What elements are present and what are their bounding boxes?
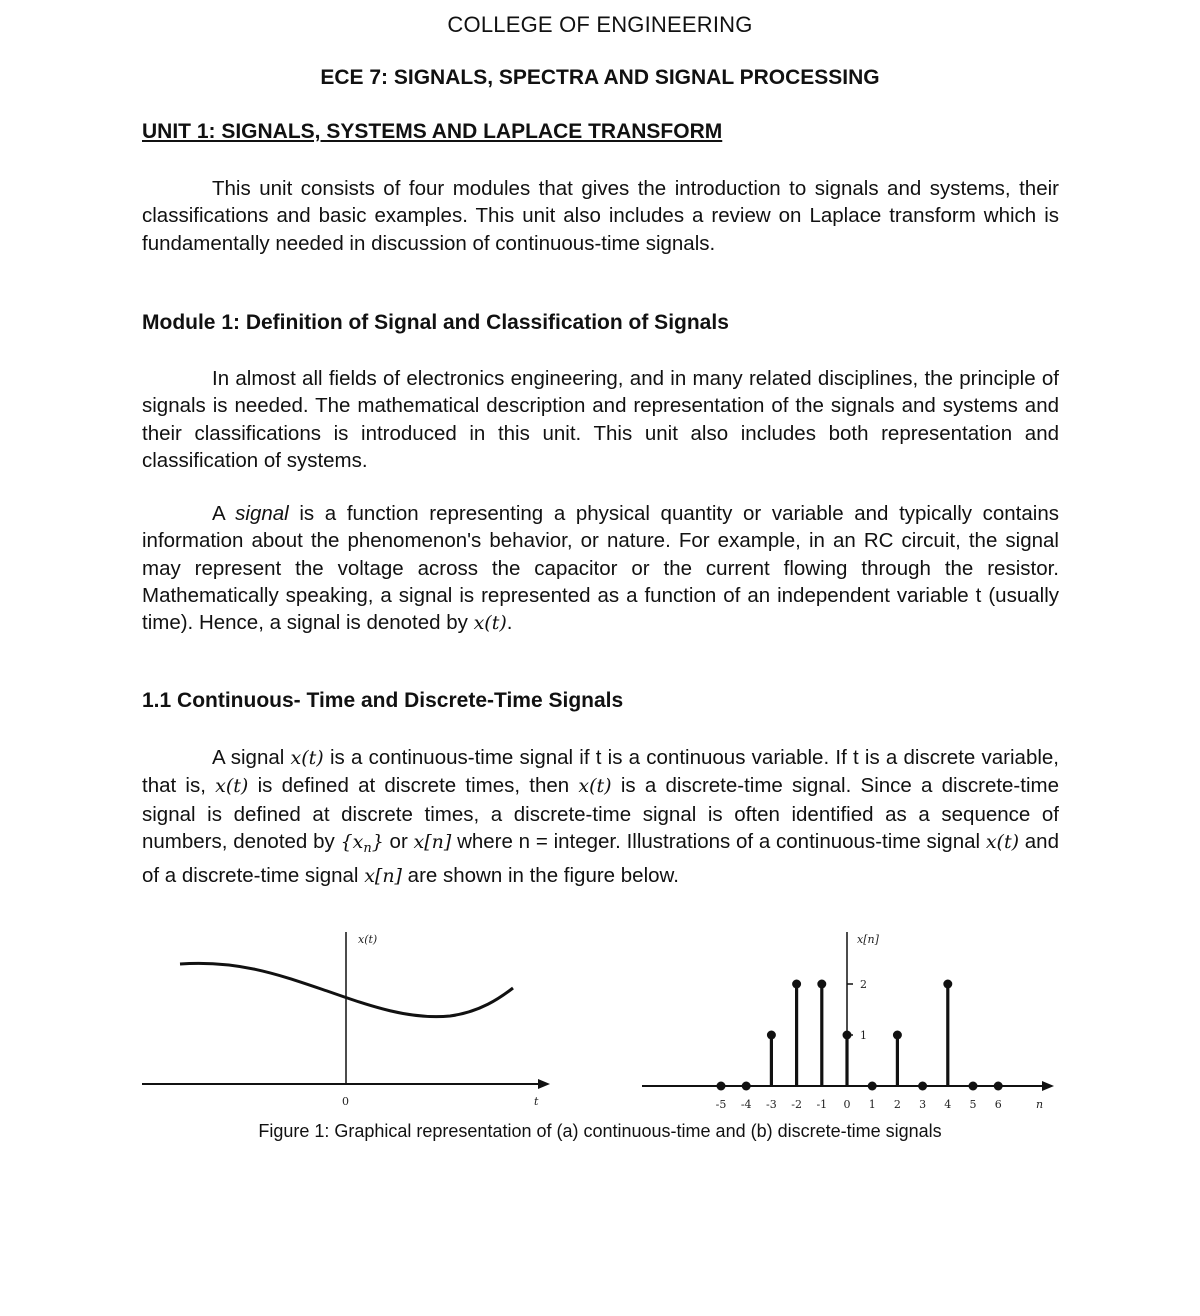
n-tick-labels bbox=[716, 1098, 1002, 1111]
n-tick-label: -3 bbox=[766, 1098, 777, 1111]
text-run: and of a discrete-time signal bbox=[142, 829, 1059, 888]
text-run: or bbox=[383, 829, 414, 853]
n-tick-label: 1 bbox=[868, 1098, 876, 1111]
text-run: is a continuous-time signal if t is a continuous variable. If t is a discrete variable, that is, bbox=[142, 746, 1059, 798]
unit-intro-text: This unit consists of four modules that gives the introduction to signals and systems, their classifications and basic examples. This unit also includes a review on Laplace transform which is fundamentally needed in discussion of continuous-time signals. bbox=[142, 177, 1059, 255]
text-run: is a discrete-time signal. Since a discrete-time signal is defined at discrete times, a discrete-time signal is often identified as a sequence of numbers, denoted by bbox=[142, 774, 1059, 853]
n-axis-label: n bbox=[1036, 1098, 1044, 1111]
unit-title: UNIT 1: SIGNALS, SYSTEMS AND LAPLACE TRANSFORM bbox=[142, 120, 723, 143]
stem-point bbox=[893, 1031, 902, 1040]
text-run: A signal bbox=[212, 746, 291, 769]
math-x-of-t: x(t) bbox=[215, 775, 249, 798]
n-tick-label: 0 bbox=[843, 1098, 851, 1111]
module-1-paragraph-1-text: In almost all fields of electronics engineering, and in many related disciplines, the principle of signals is needed. The mathematical description and representation of the signals and systems and their classifications is introduced in this unit. This unit also includes both representation and classification of systems. bbox=[142, 367, 1059, 472]
section-1-1-paragraph bbox=[142, 744, 1059, 890]
math-x-of-n: x[n] bbox=[364, 865, 402, 888]
n-tick-label: -2 bbox=[791, 1098, 802, 1111]
stem-point bbox=[717, 1082, 726, 1091]
math-x-of-t: x(t) bbox=[985, 830, 1020, 853]
signal-term: signal bbox=[235, 502, 289, 525]
math-part: {x bbox=[340, 830, 364, 853]
course-title: ECE 7: SIGNALS, SPECTRA AND SIGNAL PROCESSING bbox=[320, 66, 880, 89]
module-1-heading: Module 1: Definition of Signal and Classification of Signals bbox=[142, 311, 729, 334]
stem-point bbox=[742, 1082, 751, 1091]
stem-point bbox=[918, 1082, 927, 1091]
math-x-of-t: x(t) bbox=[578, 775, 612, 798]
stem-point bbox=[767, 1031, 776, 1040]
math-x-of-t: x(t) bbox=[290, 747, 324, 769]
text-run: is defined at discrete times, then bbox=[248, 774, 579, 798]
module-1-paragraph-1 bbox=[142, 365, 1059, 474]
n-tick-label: -1 bbox=[816, 1098, 828, 1111]
stem-point bbox=[969, 1082, 978, 1091]
y-tick-label: 1 bbox=[860, 1029, 867, 1042]
signal-definition-paragraph bbox=[142, 500, 1059, 637]
stem-point bbox=[792, 980, 801, 989]
stem-point bbox=[817, 980, 826, 989]
continuous-time-plot bbox=[142, 932, 550, 1108]
section-1-1-heading: 1.1 Continuous- Time and Discrete-Time Signals bbox=[142, 689, 624, 712]
sentence-end: . bbox=[506, 611, 513, 635]
college-header: COLLEGE OF ENGINEERING bbox=[447, 12, 753, 37]
text-run: are shown in the figure below. bbox=[401, 864, 679, 888]
stem-point bbox=[868, 1082, 877, 1091]
n-tick-label: 4 bbox=[944, 1098, 952, 1111]
origin-tick-label: 0 bbox=[342, 1095, 349, 1108]
stem-point bbox=[994, 1082, 1003, 1091]
n-tick-label: 6 bbox=[994, 1098, 1002, 1111]
signals-figure bbox=[0, 920, 1200, 1120]
math-sequence-xn bbox=[340, 830, 384, 856]
t-axis-label: t bbox=[534, 1095, 539, 1108]
math-x-of-n: x[n] bbox=[413, 830, 452, 853]
n-tick-label: 3 bbox=[919, 1098, 927, 1111]
math-part: } bbox=[371, 830, 384, 853]
discrete-time-plot bbox=[642, 932, 1054, 1111]
stem-point bbox=[943, 980, 952, 989]
xn-axis-label: x[n] bbox=[857, 933, 879, 946]
n-axis-arrow bbox=[1042, 1081, 1054, 1091]
n-tick-label: -4 bbox=[740, 1098, 752, 1111]
figure-caption: Figure 1: Graphical representation of (a) continuous-time and (b) discrete-time signals bbox=[258, 1121, 942, 1141]
n-tick-label: 2 bbox=[893, 1098, 901, 1111]
unit-intro-paragraph bbox=[142, 175, 1059, 257]
y-tick-label: 2 bbox=[860, 978, 867, 991]
t-axis-arrow bbox=[538, 1079, 550, 1089]
math-x-of-t: x(t) bbox=[473, 612, 507, 635]
n-tick-label: 5 bbox=[969, 1098, 977, 1111]
math-subscript: n bbox=[363, 840, 372, 856]
n-tick-label: -5 bbox=[715, 1098, 727, 1111]
signal-definition-lead: A bbox=[212, 502, 236, 525]
signal-definition-body: is a function representing a physical quantity or variable and typically contains information about the phenomenon's behavior, or nature. For example, in an RC circuit, the signal may represent the voltage across the capacitor or the current flowing through the resistor. Mathematically speaking, a signal is represented as a function of an independent variable t (usually time). Hence, a signal is denoted by bbox=[142, 502, 1059, 635]
xt-axis-label: x(t) bbox=[358, 933, 378, 946]
text-run: where n = integer. Illustrations of a continuous-time signal bbox=[451, 829, 986, 853]
